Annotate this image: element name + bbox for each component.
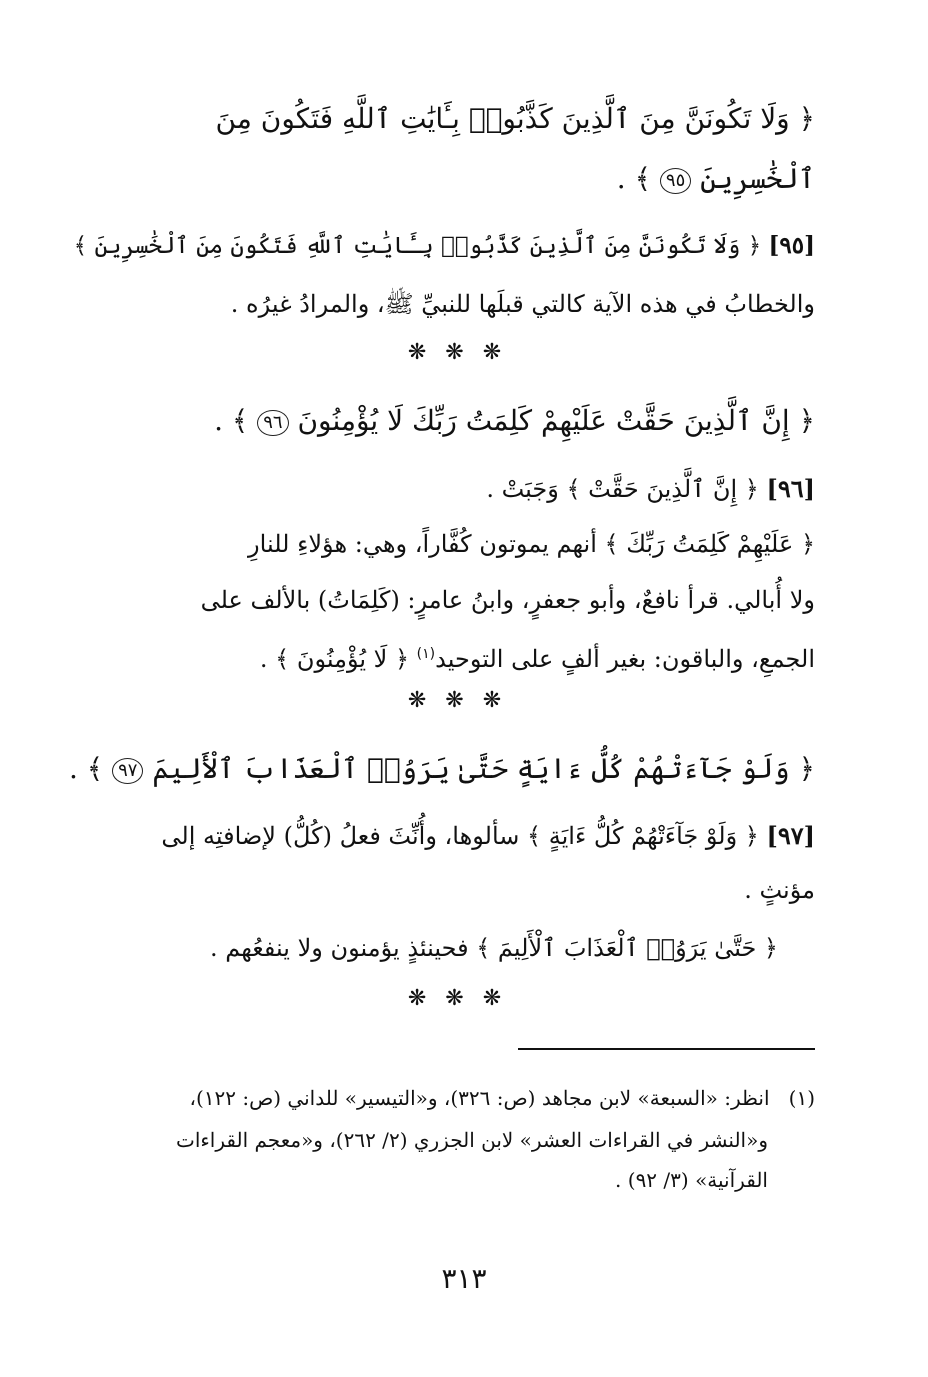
comment-95-explanation: والخطابُ في هذه الآية كالتي قبلَها للنبيِّ ﷺ، والمرادُ غيرُه . <box>230 290 815 318</box>
comment-97-line-2 <box>744 866 815 914</box>
footnote-line-2 <box>176 1120 768 1160</box>
footnote-text-1: انظر: «السبعة» لابن مجاهد (ص: ٣٢٦)، و«التيسير» للداني (ص: ١٢٢)، <box>189 1086 770 1110</box>
verse-97-end: ﴾ . <box>69 752 104 785</box>
verse-97-text: ﴿ وَلَوْ جَآءَتْهُمْ كُلُّ ءَايَةٍ حَتَّىٰ يَرَوُا۟ ٱلْعَذَابَ ٱلْأَلِيمَ <box>152 752 815 785</box>
comment-96-para-line-3 <box>260 630 815 683</box>
comment-96-para-text-3b: ﴿ لَا يُؤْمِنُونَ ﴾ . <box>259 645 410 673</box>
footnote-text-2: و«النشر في القراءات العشر» لابن الجزري (٢/ ٢٦٢)، و«معجم القراءات <box>175 1128 768 1152</box>
page-number: ٣١٣ <box>441 1262 487 1295</box>
section-separator-1: ❋ ❋ ❋ <box>407 340 508 365</box>
ayah-number-96: ٩٦ <box>257 410 288 436</box>
verse-96-end: ﴾ . <box>214 404 249 437</box>
verse-95-line-1 <box>115 92 815 146</box>
footnote-text-3: القرآنية» (٣/ ٩٢) . <box>615 1168 768 1192</box>
comment-95-number: [٩٥] <box>768 232 815 259</box>
footnote-line-1 <box>189 1078 815 1118</box>
footnote-divider <box>518 1048 815 1050</box>
footnote-reference-1[interactable]: (١) <box>416 646 436 662</box>
comment-97-number: [٩٧] <box>766 821 815 850</box>
footnote-number: (١) <box>788 1086 815 1110</box>
verse-95-line-2 <box>617 152 815 206</box>
verse-95-end: ﴾ . <box>616 162 651 195</box>
comment-97-line-1 <box>161 812 815 860</box>
comment-97-quote: ﴿ وَلَوْ جَآءَتْهُمْ كُلُّ ءَايَةٍ ﴾ سألوها، وأُنِّثَ فعلُ (كُلُّ) لإضافتِه إلى <box>161 822 759 850</box>
comment-96-para-line-1 <box>248 520 815 568</box>
verse-96-line <box>214 394 815 448</box>
comment-96-para-text-1: ﴿ عَلَيْهِمْ كَلِمَتُ رَبِّكَ ﴾ أنهم يموتون كُفَّاراً، وهي: هؤلاءِ للنارِ <box>248 530 815 558</box>
comment-96-quote: ﴿ إِنَّ ٱلَّذِينَ حَقَّتْ ﴾ وَجَبَتْ . <box>486 475 759 503</box>
comment-95-line-1 <box>74 222 815 270</box>
comment-96-number: [٩٦] <box>766 474 815 503</box>
verse-95-text: ﴿ وَلَا تَكُونَنَّ مِنَ ٱلَّذِينَ كَذَّبُوا۟ بِـَٔايَٰتِ ٱللَّهِ فَتَكُونَ مِنَ <box>215 102 815 135</box>
verse-96-text: ﴿ إِنَّ ٱلَّذِينَ حَقَّتْ عَلَيْهِمْ كَلِمَتُ رَبِّكَ لَا يُؤْمِنُونَ <box>297 404 815 437</box>
comment-96-para-text-3a: الجمعِ، والباقون: بغير ألفٍ على التوحيد <box>435 645 815 673</box>
footnote-line-3 <box>615 1160 768 1200</box>
comment-97-explanation: ﴿ حَتَّىٰ يَرَوُا۟ ٱلْعَذَابَ ٱلْأَلِيمَ ﴾ فحينئذٍ يؤمنون ولا ينفعُهم . <box>210 934 778 962</box>
comment-95-quote: ﴿ وَلَا تَكُونَنَّ مِنَ ٱلَّذِينَ كَذَّبُوا۟ بِـَٔايَٰتِ ٱللَّهِ فَتَكُونَ مِنَ ٱلْخَٰسِرِينَ ﴾ <box>73 233 762 259</box>
comment-96-para-line-2 <box>201 576 815 624</box>
comment-95-line-2 <box>231 280 815 328</box>
verse-95-text-2: ٱلْخَٰسِرِينَ <box>700 162 815 195</box>
comment-96-line-1 <box>486 465 815 513</box>
section-separator-3: ❋ ❋ ❋ <box>407 986 508 1011</box>
section-separator-2: ❋ ❋ ❋ <box>407 688 508 713</box>
comment-96-para-text-2: ولا أُبالي. قرأ نافعٌ، وأبو جعفرٍ، وابنُ عامرٍ: (كَلِمَاتُ) بالألف على <box>200 586 815 614</box>
ayah-number-97: ٩٧ <box>112 758 143 784</box>
verse-97-line <box>69 742 815 796</box>
comment-97-line-3 <box>210 924 778 972</box>
comment-97-continuation: مؤنثٍ . <box>744 876 815 904</box>
ayah-number-95: ٩٥ <box>660 168 691 194</box>
